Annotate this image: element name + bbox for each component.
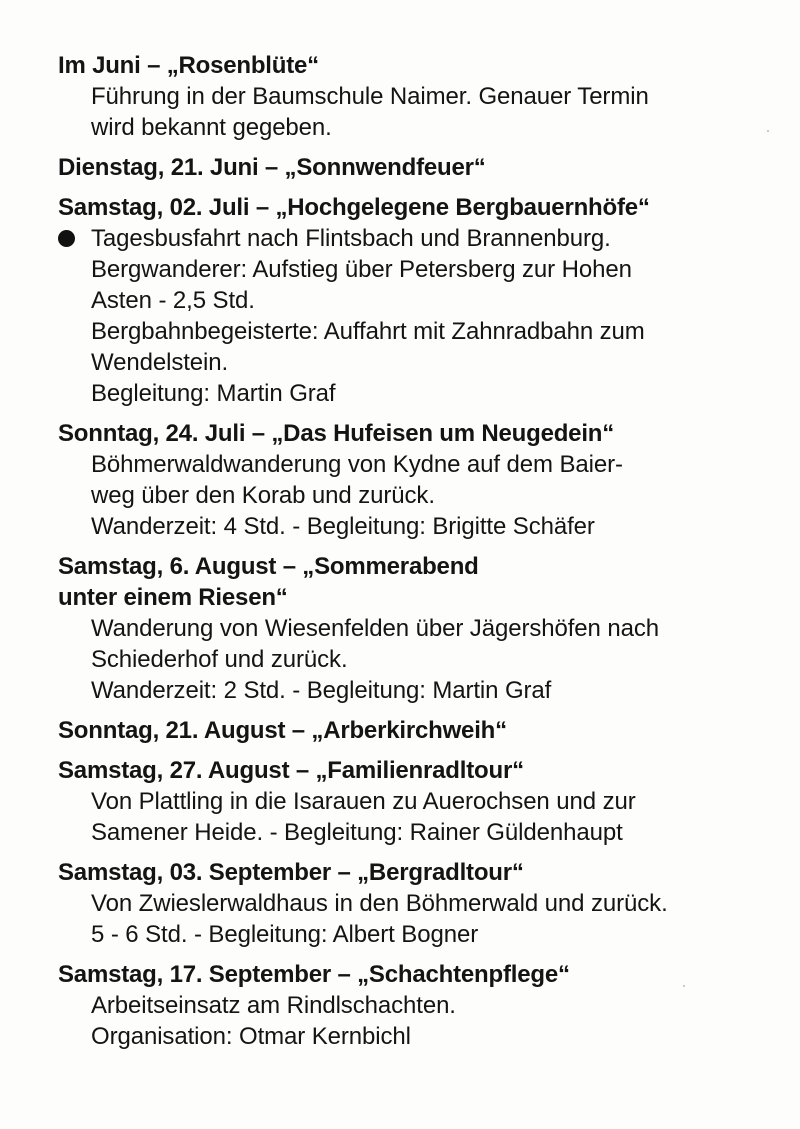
- bullet-icon: [58, 230, 75, 247]
- scan-speck: [683, 985, 685, 987]
- event-familienradltour: [58, 755, 748, 848]
- event-description-line: Von Plattling in die Isarauen zu Auerochsen und zur: [91, 788, 636, 815]
- event-title: Samstag, 17. September – „Schachtenpflege“: [58, 961, 570, 988]
- event-description-line: Arbeitseinsatz am Rindlschachten.: [91, 992, 456, 1019]
- event-description-line: Wanderung von Wiesenfelden über Jägershöfen nach: [91, 615, 660, 642]
- event-bergradltour: [58, 857, 748, 950]
- event-hufeisen: [58, 418, 748, 542]
- event-rosenbluete: [58, 50, 748, 143]
- event-title: Sonntag, 21. August – „Arberkirchweih“: [58, 717, 507, 744]
- event-description-line: Bergwanderer: Aufstieg über Petersberg zur Hohen: [91, 256, 632, 283]
- event-description-line: [91, 223, 748, 254]
- event-description-line: Wanderzeit: 2 Std. - Begleitung: Martin Graf: [91, 677, 552, 704]
- event-schachtenpflege: [58, 959, 748, 1052]
- event-sommerabend: [58, 551, 748, 706]
- event-description-line: Begleitung: Martin Graf: [91, 380, 336, 407]
- event-title: Dienstag, 21. Juni – „Sonnwendfeuer“: [58, 154, 486, 181]
- event-description-line: Organisation: Otmar Kernbichl: [91, 1023, 411, 1050]
- event-description-line: Von Zwieslerwaldhaus in den Böhmerwald und zurück.: [91, 890, 668, 917]
- scan-speck: [767, 130, 769, 132]
- event-title: Sonntag, 24. Juli – „Das Hufeisen um Neugedein“: [58, 420, 615, 447]
- event-description-line: Böhmerwaldwanderung von Kydne auf dem Baier-: [91, 451, 623, 478]
- event-title: Im Juni – „Rosenblüte“: [58, 52, 319, 79]
- event-arberkirchweih: [58, 715, 748, 746]
- event-title: Samstag, 27. August – „Familienradltour“: [58, 757, 524, 784]
- event-description-line: Führung in der Baumschule Naimer. Genauer Termin: [91, 83, 649, 110]
- event-description-line: wird bekannt gegeben.: [91, 114, 332, 141]
- event-title: Samstag, 03. September – „Bergradltour“: [58, 859, 524, 886]
- event-description-line: Samener Heide. - Begleitung: Rainer Güldenhaupt: [91, 819, 623, 846]
- event-title: Samstag, 02. Juli – „Hochgelegene Bergbauernhöfe“: [58, 194, 650, 221]
- event-description-line: Wendelstein.: [91, 349, 229, 376]
- event-description-line: weg über den Korab und zurück.: [91, 482, 435, 509]
- event-description-text: Tagesbusfahrt nach Flintsbach und Brannenburg.: [91, 225, 611, 252]
- event-description-line: Wanderzeit: 4 Std. - Begleitung: Brigitte Schäfer: [91, 513, 595, 540]
- event-sonnwendfeuer: [58, 152, 748, 183]
- event-description-line: Asten - 2,5 Std.: [91, 287, 255, 314]
- event-bergbauernhoefe: [58, 192, 748, 409]
- event-description-line: Schiederhof und zurück.: [91, 646, 348, 673]
- event-description-line: Bergbahnbegeisterte: Auffahrt mit Zahnradbahn zum: [91, 318, 645, 345]
- event-title: Samstag, 6. August – „Sommerabend: [58, 553, 479, 580]
- event-title: unter einem Riesen“: [58, 584, 288, 611]
- event-list: [58, 50, 748, 1061]
- event-description-line: 5 - 6 Std. - Begleitung: Albert Bogner: [91, 921, 479, 948]
